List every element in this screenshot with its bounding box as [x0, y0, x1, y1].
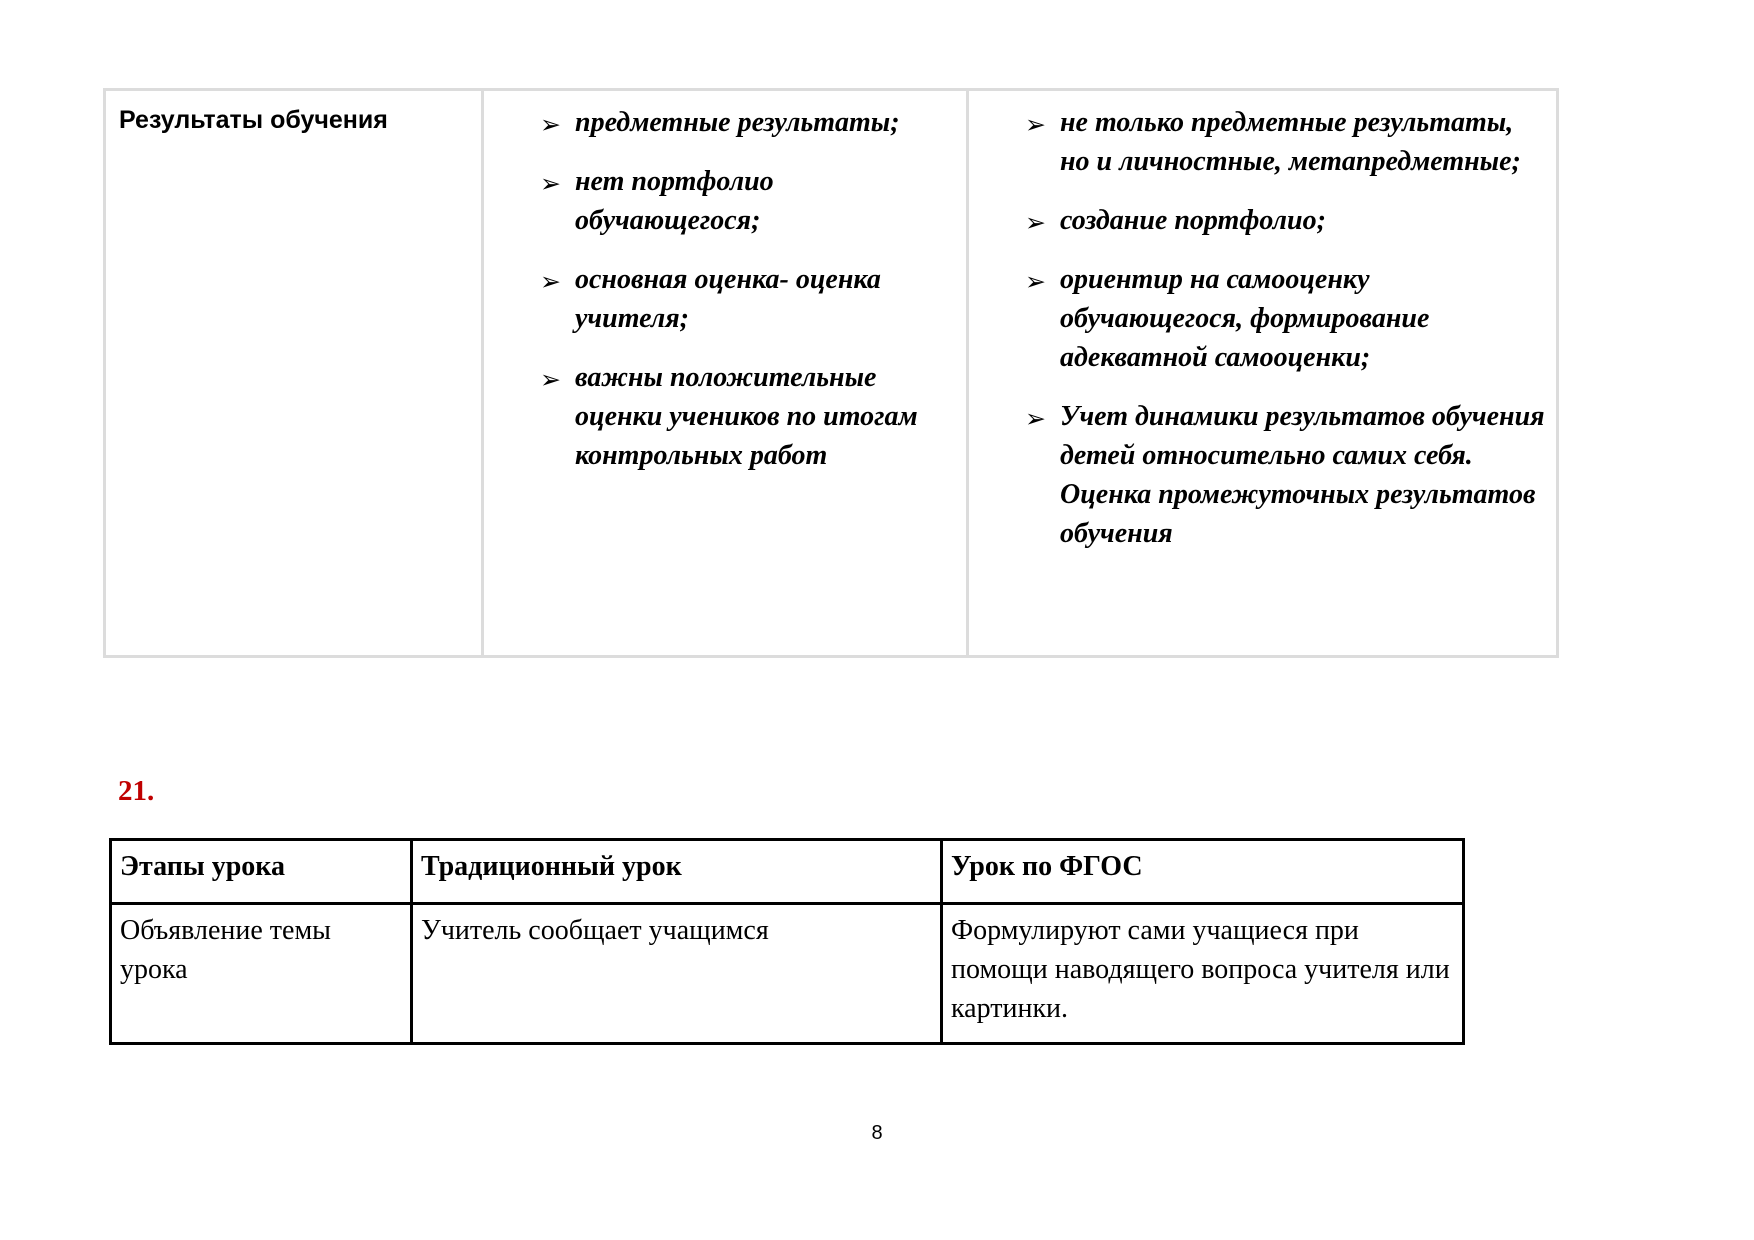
bullet-arrow-icon: ➢ — [540, 110, 561, 139]
list-item: ➢ создание портфолио; — [1060, 201, 1548, 240]
bullet-arrow-icon: ➢ — [1025, 110, 1046, 139]
section-number: 21. — [118, 775, 155, 807]
bullet-arrow-icon: ➢ — [1025, 267, 1046, 296]
header-fgos: Урок по ФГОС — [942, 840, 1464, 904]
page-number: 8 — [871, 1122, 883, 1144]
bullet-arrow-icon: ➢ — [1025, 208, 1046, 237]
list-item: ➢ нет портфолио обучающегося; — [540, 166, 774, 236]
bullet-arrow-icon: ➢ — [540, 169, 561, 198]
header-traditional: Традиционный урок — [412, 840, 942, 904]
results-table — [103, 88, 1559, 658]
list-item: ➢ ориентир на самооценку обучающегося, формирование адекватной самооценки; — [1025, 264, 1430, 373]
list-item: ➢ предметные результаты; — [575, 103, 958, 142]
list-item: ➢ Учет динамики результатов обучения детей относительно самих себя. Оценка промежуточных результатов обучения — [1025, 401, 1545, 549]
cell-fgos: Формулируют сами учащиеся при помощи наводящего вопроса учителя или картинки. — [942, 904, 1464, 1044]
results-row-header-cell — [105, 90, 483, 657]
bullet-arrow-icon: ➢ — [540, 267, 561, 296]
list-item: ➢ важны положительные оценки учеников по итогам контрольных работ — [540, 362, 918, 471]
results-row-header: Результаты обучения — [119, 106, 388, 134]
header-stages: Этапы урока — [111, 840, 412, 904]
list-item: ➢ основная оценка- оценка учителя; — [540, 264, 881, 334]
traditional-results-list — [484, 91, 966, 475]
bullet-arrow-icon: ➢ — [1025, 404, 1046, 433]
table-row — [111, 904, 1464, 1044]
fgos-results-cell — [968, 90, 1558, 657]
fgos-results-list — [969, 91, 1556, 553]
list-item: ➢ не только предметные результаты, но и личностные, метапредметные; — [1025, 107, 1521, 177]
bullet-arrow-icon: ➢ — [540, 365, 561, 394]
lesson-stages-table — [109, 838, 1465, 1045]
table-header-row — [111, 840, 1464, 904]
traditional-results-cell — [483, 90, 968, 657]
cell-stage: Объявление темы урока — [111, 904, 412, 1044]
cell-traditional: Учитель сообщает учащимся — [412, 904, 942, 1044]
results-row — [105, 90, 1558, 657]
